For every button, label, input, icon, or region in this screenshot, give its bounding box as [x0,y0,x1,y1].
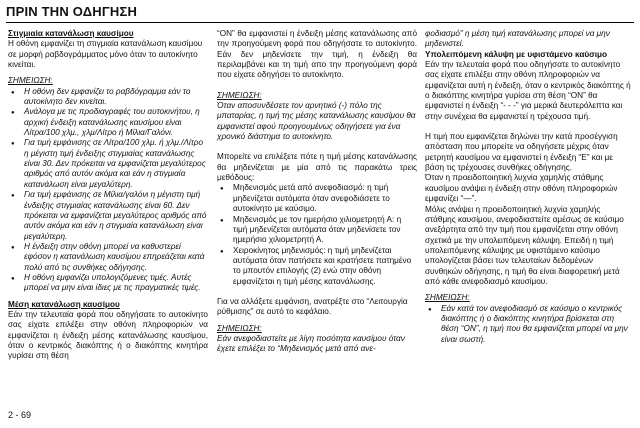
heading-remaining-range: Υπολειπόμενη κάλυψη με υφιστάμενο καύσιμο [425,49,608,59]
column-1 [8,29,208,362]
list-item: ● Για τιμή εμφάνισης σε Μίλια/γαλόνι η μέγιστη τιμή ένδειξης στιγμιαίας κατανάλωσης είναι 60. Δεν πρόκειται να εμφανίζεται μεγαλύτερος αριθμός από αυτόν ακόμα και εάν η στιγμιαία κατανάλωση είναι μεγαλύτερη. [24,190,208,242]
paragraph: Η τιμή που εμφανίζεται δηλώνει την κατά προσέγγιση απόσταση που μπορείτε να οδηγήσετε μέχρις όταν μετρητή καυσίμου να εμφανιστεί η ένδειξη “E” και με βάση τις τρέχουσες συνθήκες οδήγησης. [425,132,618,173]
column-3 [425,29,631,345]
reset-methods-list [217,183,417,286]
paragraph: Για να αλλάξετε εμφάνιση, ανατρέξτε στο “Λειτουργία ρύθμισης” σε αυτό το κεφάλαιο. [217,296,408,317]
note-heading: ΣΗΜΕΙΩΣΗ: [425,293,470,303]
heading-average-consumption: Μέση κατανάλωση καυσίμου [8,299,120,309]
heading-instant-consumption: Στιγμιαία κατανάλωση καυσίμου [8,29,134,38]
note-text: Όταν αποσυνδέσετε τον αρνητικό (-) πόλο της μπαταρίας, η τιμή της μέσης κατανάλωσης καυσίμου θα εμφανιστεί αφού προηγουμένως οδηγήσετε για ένα χρονικό διάστημα το αυτοκίνητο. [217,101,416,142]
column-2 [217,29,417,355]
list-item: ● Μηδενισμός με τον ημερήσιο χιλιομετρητή Α: η τιμή μηδενίζεται αυτόματα όταν μηδενίσετε τον ημερήσιο χιλιομετρητή Α. [233,215,417,246]
paragraph: Εάν την τελευταία φορά που οδηγήσατε το αυτοκίνητο σας είχατε επιλέξει στην οθόνη πληροφοριών να εμφανίζεται η ένδειξη μέσης κατανάλωσης καυσίμου, όταν ο κεντρικός διακόπτης ή ο διακόπτης κινητήρα γυρίσει στη θέση [8,309,208,361]
paragraph: Η οθόνη εμφανίζει τη στιγμιαία κατανάλωση καυσίμου σε μορφή ραβδογράμματος μόνο όταν το αυτοκίνητο κινείται. [8,39,203,70]
note-heading: ΣΗΜΕΙΩΣΗ: [8,76,53,86]
paragraph: Εάν την τελευταία φορά που οδηγήσατε το αυτοκίνητο σας είχατε επιλέξει στην οθόνη πληροφοριών να εμφανίζεται αυτή η ένδειξη, όταν ο κεντρικός διακόπτης ή ο διακόπτης κινητήρα γυρίσει στη θέση “ON” θα εμφανιστεί η ένδειξη “- - -” για μερικά δευτερόλεπτα και στην συνέχεια θα εμφανιστεί η τρέχουσα τιμή. [425,60,631,121]
paragraph: Όταν η προειδοποιητική λυχνία χαμηλής στάθμης καυσίμου ανάψει η ένδειξη στην οθόνη πληροφοριών εμφανίζει “—”. [425,173,618,204]
list-item: ● Ανάλογα με τις προδιαγραφές του αυτοκινήτου, η αρχική ένδειξη κατανάλωσης καυσίμου είναι Λίτρα/100 χλμ., χλμ/Λίτρο ή Μίλια/Γαλόνι. [24,107,208,138]
list-item: ● Για τιμή εμφάνισης σε Λίτρα/100 χλμ. ή χλμ./Λίτρο η μέγιστη τιμή ένδειξης στιγμιαίας κατανάλωσης είναι 30. Δεν πρόκειται να εμφανίζεται μεγαλύτερος αριθμός από αυτόν ακόμα και εάν η στιγμιαία κατανάλωση είναι μεγαλύτερη. [24,138,208,190]
list-item: ● Η ένδειξη στην οθόνη μπορεί να καθυστερεί εφόσον η κατανάλωση καυσίμου επηρεάζεται κατά πολύ από τις συνθήκες οδήγησης. [24,242,208,273]
page-number: 2 - 69 [8,410,32,420]
note-text: Εάν ανεφοδιαστείτε με λίγη ποσότητα καυσίμου όταν έχετε επιλέξει το “Μηδενισμός μετά από ανε- [217,333,405,354]
paragraph: Μόλις ανάψει η προειδοποιητική λυχνία χαμηλής στάθμης καυσίμου, ανεφοδιαστείτε αμέσως σε καύσιμο ανεξάρτητα από την τιμή που εμφανίζεται στην οθόνη σχετικά με την υπολειπόμενη κάλυψη. Επειδή η τιμή υπολειπόμενης κάλυψης με υφιστάμενο καύσιμο υπολογίζεται βάσει των τελευταίων δεδομένων συνθηκών οδήγησης, η τιμή θα είναι διαφορετική μετά από κάθε ανεφοδιασμό καυσίμου. [425,204,624,286]
page-header [6,3,634,23]
list-item: ● Εάν κατά τον ανεφοδιασμό σε καύσιμο ο κεντρικός διακόπτης ή ο διακόπτης κινητήρα βρίσκεται στη θέση “ON”, η τιμή που θα εμφανίζεται μπορεί να μην είναι σωστή. [441,304,631,345]
section-title: ΠΡΙΝ ΤΗΝ ΟΔΗΓΗΣΗ [6,4,138,19]
note-heading: ΣΗΜΕΙΩΣΗ: [217,90,262,100]
paragraph: Μπορείτε να επιλέξετε πότε η τιμή μέσης κατανάλωσης θα μηδενίζεται με μία από τις παρακάτω τρεις μεθόδους: [217,152,417,183]
list-item: ● Χειροκίνητος μηδενισμός: η τιμή μηδενίζεται αυτόματα όταν πατήσετε και κρατήσετε πατημένο το μπουτόν επιλογής (2) ενώ στην οθόνη εμφανίζεται η τιμή μέσης κατανάλωσης. [233,246,417,287]
note-heading: ΣΗΜΕΙΩΣΗ: [217,323,262,333]
list-item: ● Η οθόνη δεν εμφανίζει το ραβδόγραμμα εάν το αυτοκίνητο δεν κινείται. [24,87,208,108]
note-list [8,87,208,294]
list-item: ● Η οθόνη εμφανίζει υπολογιζόμενες τιμές. Αυτές μπορεί να μην είναι ίδιες με τις πραγματικές τιμές. [24,273,208,294]
note-list [425,304,631,345]
paragraph: “ON” θα εμφανιστεί η ένδειξη μέσης κατανάλωσης από την προηγούμενη φορά που οδηγήσατε το αυτοκίνητο. Εάν δεν μηδενίσετε την τιμή, η ένδειξη θα περιλαμβάνει και τη τιμή απο την προηγούμενη φορά που είχατε οδηγήσει το αυτοκίνητο. [217,29,417,80]
note-text-continued: φοδιασμό” η μέση τιμή κατανάλωσης μπορεί να μην μηδενιστεί. [425,29,610,49]
list-item: ● Μηδενισμός μετά από ανεφοδιασμό: η τιμή μηδενίζεται αυτόματα όταν ανεφοδιάσετε το αυτοκίνητο με καύσιμο. [233,183,417,214]
